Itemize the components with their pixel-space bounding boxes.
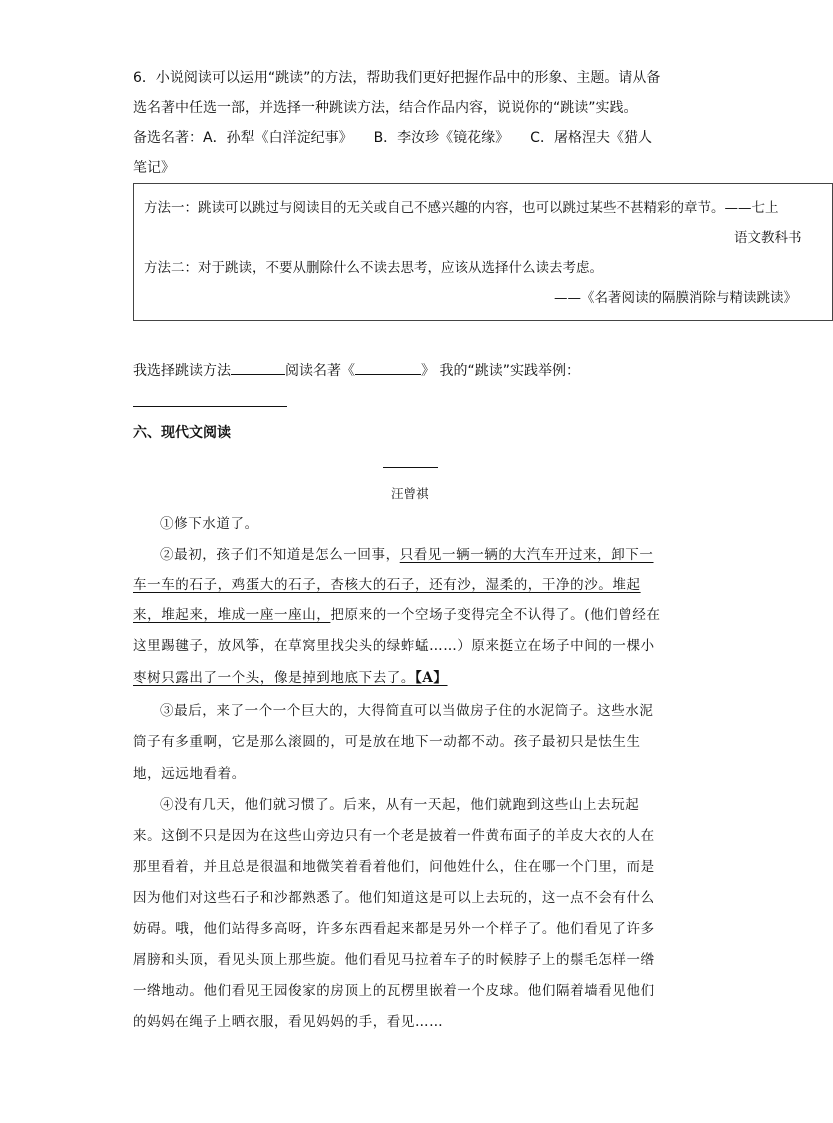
book-blank[interactable] xyxy=(355,358,421,375)
paragraph-2-line-5 xyxy=(133,668,448,688)
paragraph-2-line-2: 车一车的石子，鸡蛋大的石子，杏核大的石子，还有沙，湿柔的，干净的沙。堆起 xyxy=(133,577,641,593)
p2-underlined-3: 来，堆起来，堆成一座一座山， xyxy=(133,607,331,623)
answer-blank-line[interactable] xyxy=(133,406,287,407)
p2-text-d: 枣树只露出了一个头，像是掉到地底下去了。 xyxy=(133,670,415,686)
paragraph-1: ①修下水道了。 xyxy=(160,516,259,532)
paragraph-4-line-1: ④没有几天，他们就习惯了。后来，从有一天起，他们就跑到这些山上去玩起 xyxy=(160,797,640,813)
method-two: 方法二：对于跳读，不要从删除什么不读去思考，应该从选择什么读去考虑。 xyxy=(144,260,603,276)
paragraph-4-line-6: 屑膀和头顶，看见头顶上那些旋。他们看见马拉着车子的时候脖子上的鬃毛怎样一绺 xyxy=(133,952,655,968)
p2-underlined-1: 只看见一辆一辆的大汽车开过来，卸下一 xyxy=(399,547,654,563)
answer-mid: 阅读名著《 xyxy=(285,363,355,379)
p2-text-b: 把原来的一个空场子变得完全不认得了。(他们曾经在 xyxy=(330,607,661,623)
question-6-line-2: 选名著中任选一部，并选择一种跳读方法，结合作品内容，说说你的“跳读”实践。 xyxy=(133,100,638,116)
method-blank[interactable] xyxy=(231,358,285,375)
paragraph-2-line-1 xyxy=(160,545,654,565)
paragraph-4-line-2: 来。这倒不只是因为在这些山旁边只有一个老是披着一件黄布面子的羊皮大衣的人在 xyxy=(133,828,655,844)
paragraph-4-line-5: 妨碍。哦，他们站得多高呀，许多东西看起来都是另外一个样子了。他们看见了许多 xyxy=(133,921,655,937)
question-6-options: 备选名著：A．孙犁《白洋淀纪事》 B．李汝珍《镜花缘》 C．屠格涅夫《猎人 xyxy=(133,130,652,146)
paragraph-3-line-2: 筒子有多重啊，它是那么滚圆的，可是放在地下一动都不动。孩子最初只是怯生生 xyxy=(133,734,641,750)
methods-box xyxy=(133,183,833,321)
title-blank[interactable] xyxy=(383,467,438,468)
author: 汪曾祺 xyxy=(391,486,429,501)
answer-line xyxy=(133,358,580,381)
p2-text: ②最初，孩子们不知道是怎么一回事， xyxy=(160,547,400,563)
paragraph-2-line-3 xyxy=(133,605,661,625)
answer-prefix: 我选择跳读方法 xyxy=(133,363,231,379)
method-two-source: ——《名著阅读的隔膜消除与精读跳读》 xyxy=(554,290,797,306)
method-one: 方法一：跳读可以跳过与阅读目的无关或自己不感兴趣的内容，也可以跳过某些不甚精彩的章节。——七上 xyxy=(144,200,779,216)
question-6-options-cont: 笔记》 xyxy=(133,160,175,176)
section-heading: 六、现代文阅读 xyxy=(133,425,231,441)
paragraph-4-line-3: 那里看着，并且总是很温和地微笑着看着他们，问他姓什么，住在哪一个门里，而是 xyxy=(133,859,655,875)
paragraph-3-line-1: ③最后，来了一个一个巨大的，大得简直可以当做房子住的水泥筒子。这些水泥 xyxy=(160,703,654,719)
question-6-line-1: 6．小说阅读可以运用“跳读”的方法，帮助我们更好把握作品中的形象、主题。请从备 xyxy=(133,70,661,86)
paragraph-2-line-4: 这里踢毽子，放风筝，在草窝里找尖头的绿蚱蜢……）原来挺立在场子中间的一棵小 xyxy=(133,638,655,654)
paragraph-3-line-3: 地，远远地看着。 xyxy=(133,766,246,782)
paragraph-4-line-7: 一绺地动。他们看见王园俊家的房顶上的瓦楞里嵌着一个皮球。他们隔着墙看见他们 xyxy=(133,983,655,999)
answer-suffix: 》 我的“跳读”实践举例： xyxy=(421,363,580,379)
annotation-a: 【A】 xyxy=(415,670,448,686)
paragraph-4-line-8: 的妈妈在绳子上晒衣服，看见妈妈的手，看见…… xyxy=(133,1014,444,1030)
method-one-source: 语文教科书 xyxy=(734,230,802,246)
paragraph-4-line-4: 因为他们对这些石子和沙都熟悉了。他们知道这是可以上去玩的，这一点不会有什么 xyxy=(133,890,655,906)
